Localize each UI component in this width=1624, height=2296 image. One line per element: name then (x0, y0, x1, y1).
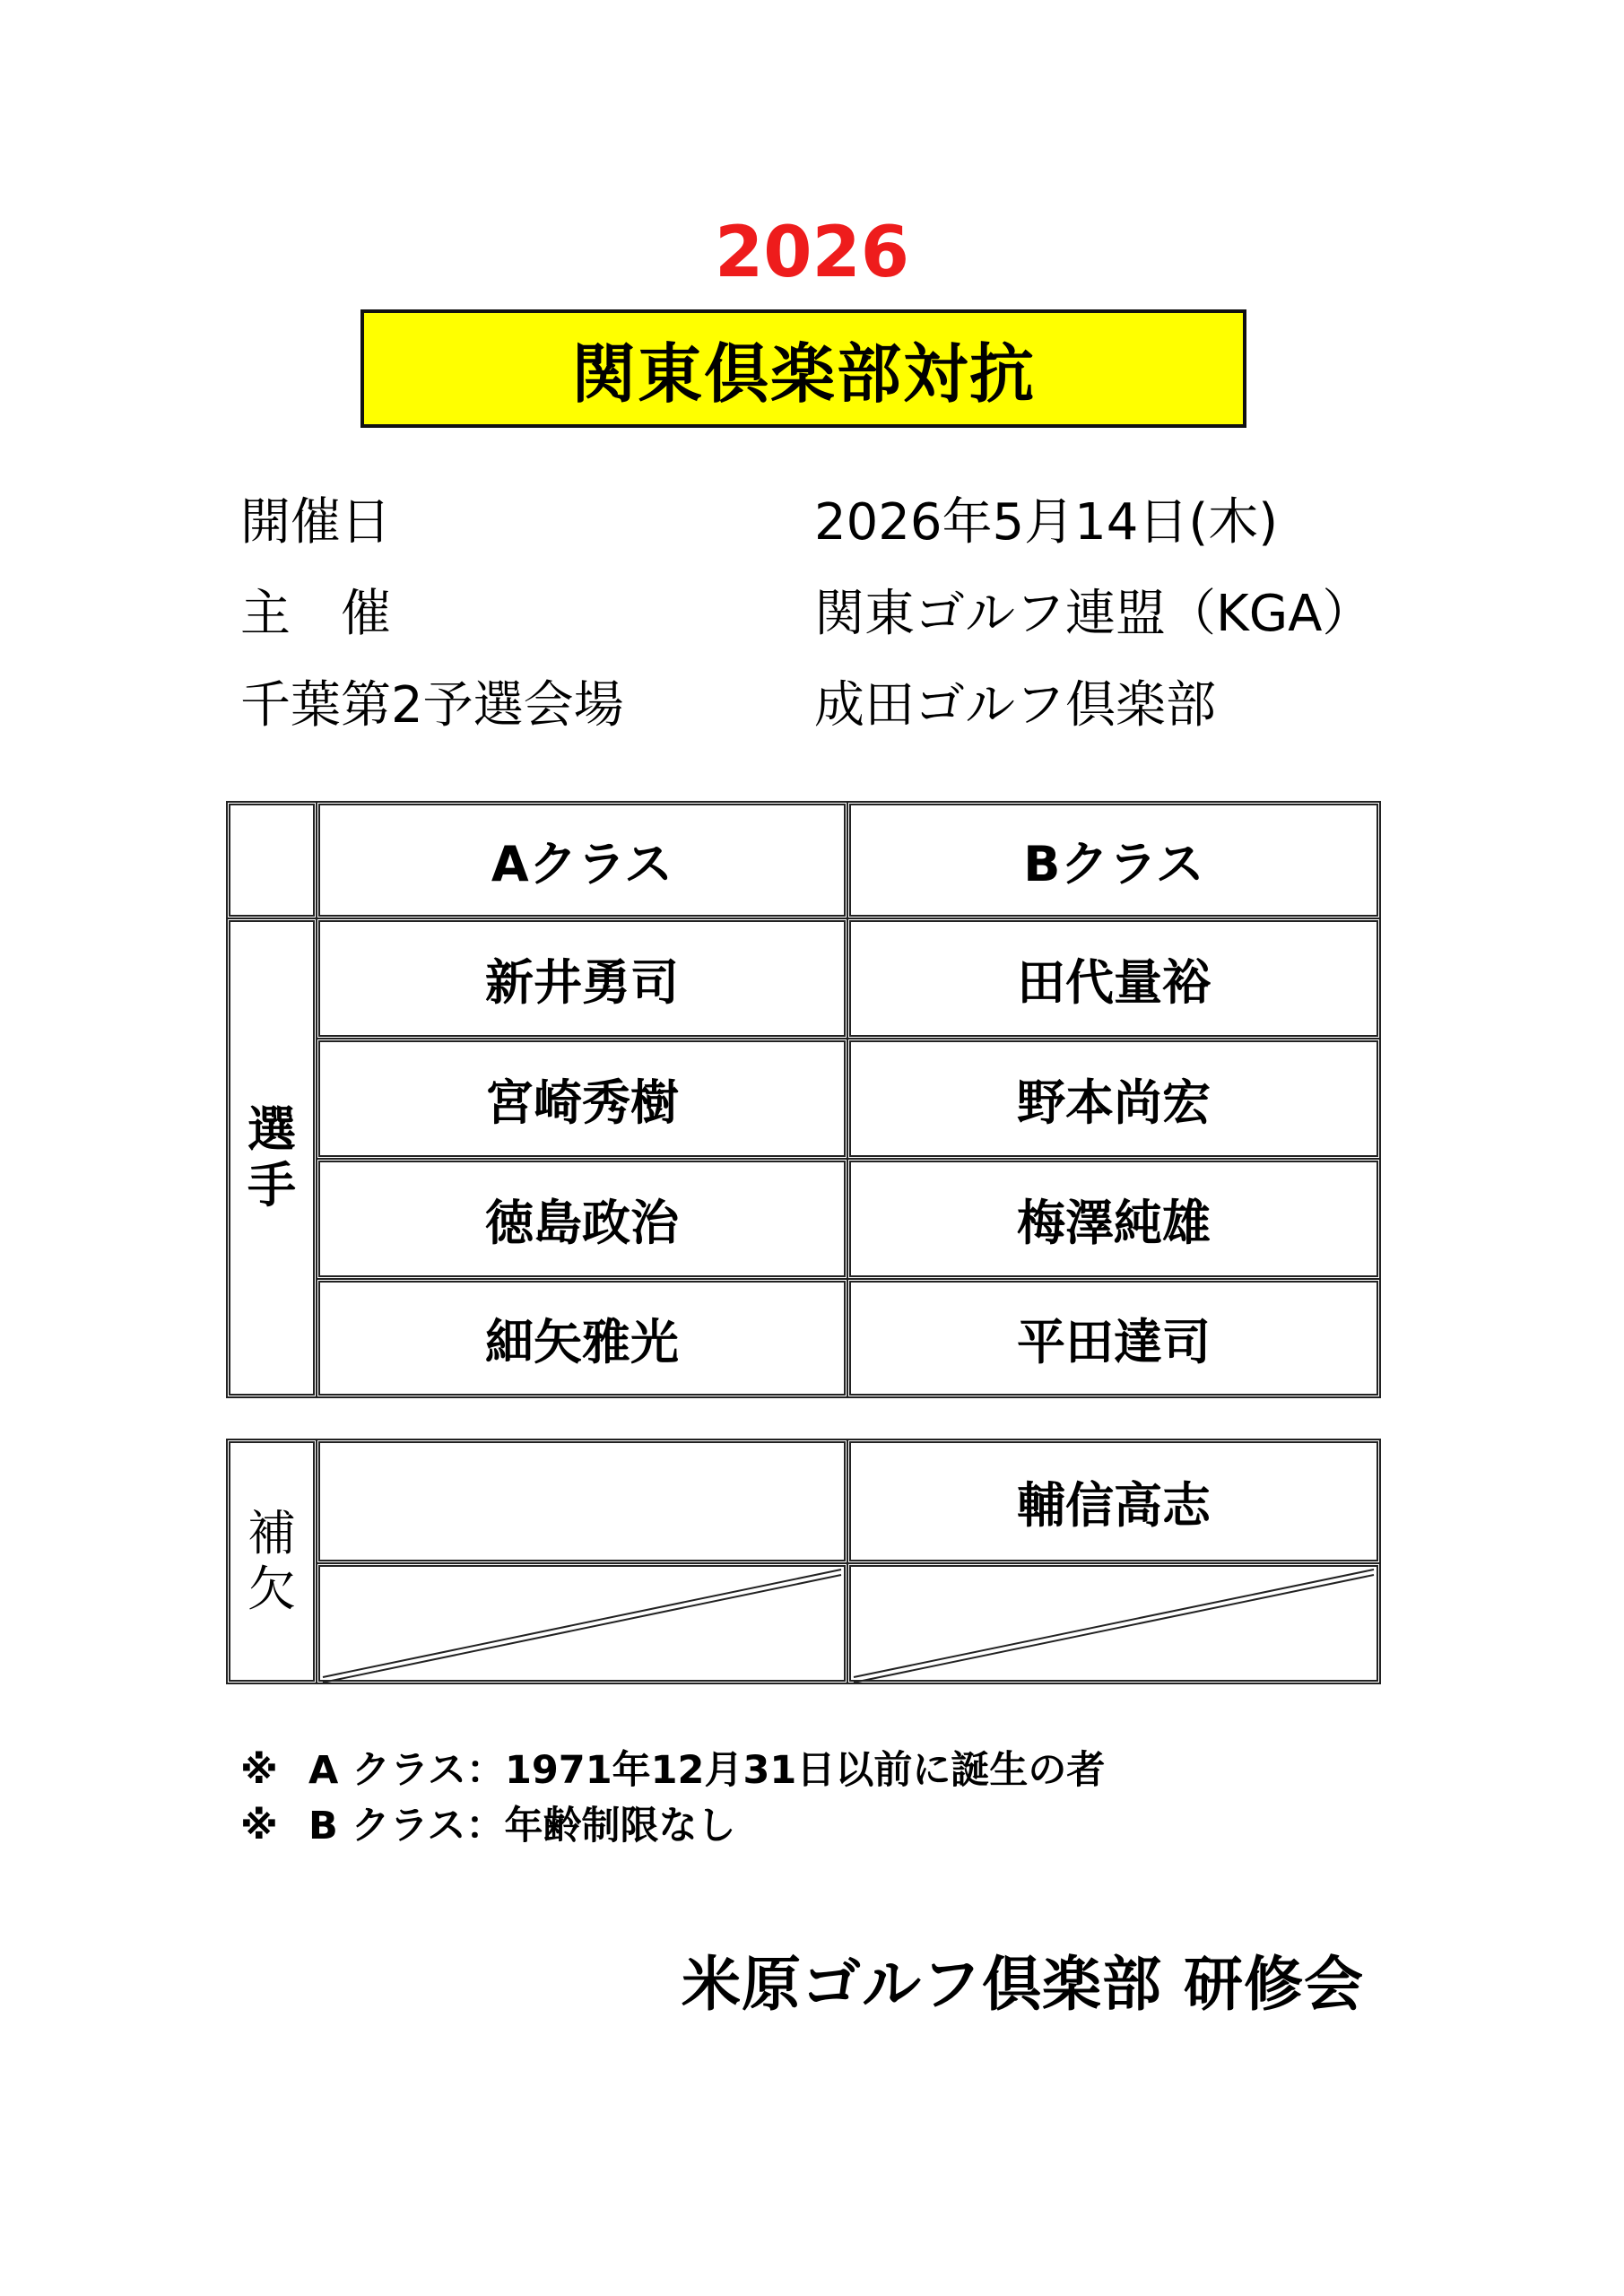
reserve-side-label-char-1: 補 (248, 1505, 296, 1561)
reserve-a-1 (316, 1439, 848, 1564)
player-a-1: 新井勇司 (316, 918, 848, 1039)
reserve-side-label (226, 1439, 317, 1684)
info-label-venue: 千葉第2予選会場 (240, 676, 624, 735)
player-b-3: 梅澤純雄 (847, 1158, 1381, 1280)
player-b-2: 野本尚宏 (847, 1038, 1381, 1160)
note-a-class (240, 1744, 1105, 1797)
info-row-venue (240, 665, 1496, 746)
note-mark-icon: ※ (240, 1804, 278, 1848)
reserve-b-2-empty (847, 1562, 1381, 1684)
player-b-4: 平田達司 (847, 1278, 1381, 1398)
empty-cell-slash (316, 1562, 848, 1684)
event-year: 2026 (714, 213, 910, 293)
event-title-box (360, 309, 1246, 428)
players-side-label (226, 918, 317, 1398)
column-header-b-class: Bクラス (847, 801, 1381, 919)
note-b-class-text: B クラス：年齢制限なし (308, 1804, 736, 1848)
note-b-class (240, 1799, 735, 1853)
event-title: 関東倶楽部対抗 (570, 336, 1036, 412)
info-value-date: 2026年5月14日(木) (814, 493, 1279, 552)
note-a-class-text: A クラス：1971年12月31日以前に誕生の者 (308, 1748, 1106, 1793)
note-mark-icon: ※ (240, 1748, 278, 1793)
players-table-corner (226, 801, 317, 919)
players-side-label-char-1: 選 (248, 1101, 296, 1158)
column-header-a-class: Aクラス (316, 801, 848, 919)
info-label-organizer: 主 催 (240, 585, 391, 643)
reserve-side-label-char-2: 欠 (248, 1561, 296, 1617)
reserve-a-2-empty (316, 1562, 848, 1684)
players-side-label-char-2: 手 (248, 1157, 296, 1213)
empty-cell-slash (847, 1562, 1381, 1684)
info-label-date: 開催日 (240, 493, 391, 552)
info-row-organizer (240, 574, 1496, 655)
reserve-b-1: 輔信高志 (847, 1439, 1381, 1564)
player-a-3: 徳島政治 (316, 1158, 848, 1280)
player-b-1: 田代量裕 (847, 918, 1381, 1039)
player-a-2: 宮崎秀樹 (316, 1038, 848, 1160)
info-row-date (240, 483, 1496, 563)
info-value-organizer: 関東ゴルフ連盟（KGA） (814, 585, 1373, 643)
player-a-4: 細矢雅光 (316, 1278, 848, 1398)
info-value-venue: 成田ゴルフ倶楽部 (814, 676, 1216, 735)
organization-name: 米原ゴルフ倶楽部 研修会 (682, 1950, 1364, 2019)
